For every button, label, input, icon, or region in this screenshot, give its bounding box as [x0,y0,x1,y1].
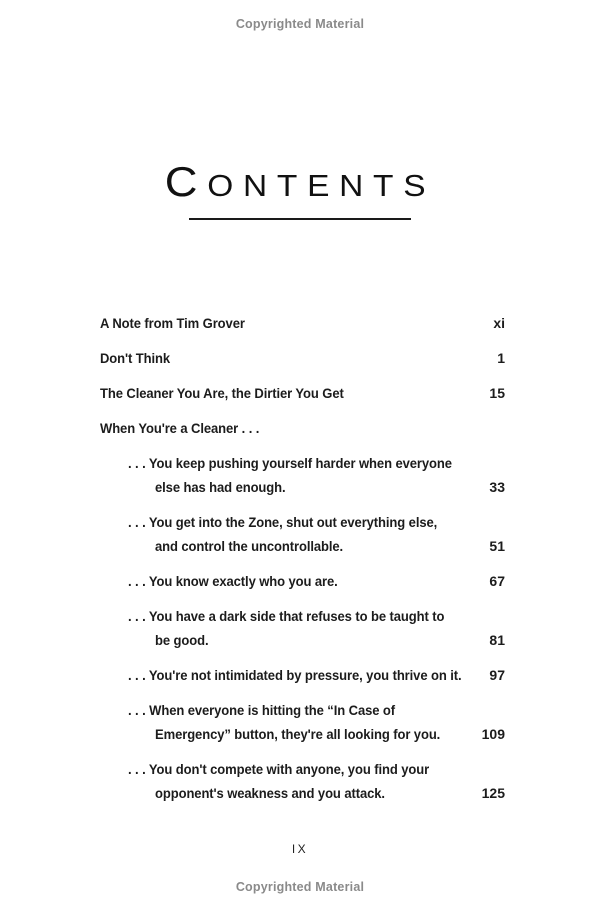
toc-entry-title [100,663,505,687]
toc-entry-line: . . . You're not intimidated by pressure, you thrive on it. [128,667,462,683]
toc-entry-line: . . . You keep pushing yourself harder when everyone [128,455,452,471]
toc-entry-title [100,757,505,805]
toc-entry [100,510,505,558]
toc-entry-line: and control the uncontrollable. [155,538,344,554]
toc-entry-line: . . . You know exactly who you are. [128,573,338,589]
toc-entry [100,451,505,499]
toc-entry-line: . . . You don't compete with anyone, you find your [128,761,430,777]
toc-entry-title [100,416,505,440]
toc-entry [100,604,505,652]
toc-entry [100,569,505,593]
toc-entry-title [100,698,505,746]
toc-entry-page-number: xi [493,315,505,331]
toc-entry-line: When You're a Cleaner . . . [100,420,260,436]
toc-entry-page-number: 15 [489,385,505,401]
toc-entry-page-number: 51 [489,538,505,554]
toc-entry-page-number: 33 [489,479,505,495]
toc-entry-title [100,451,505,499]
toc-entry-line: A Note from Tim Grover [100,315,245,331]
toc-entry-line: else has had enough. [155,479,286,495]
toc-entry-title [100,346,505,370]
toc-entry-page-number: 81 [489,632,505,648]
toc-entry-page-number: 1 [497,350,505,366]
toc-entry [100,416,505,440]
page-title: CONTENTS [164,158,436,205]
toc-entry-line: The Cleaner You Are, the Dirtier You Get [100,385,344,401]
toc-entry-line: . . . You have a dark side that refuses to be taught to [128,608,445,624]
toc-entry-title [100,381,505,405]
toc-entry-title [100,510,505,558]
toc-entry [100,311,505,335]
toc-entry-title [100,604,505,652]
copyright-notice-bottom: Copyrighted Material [235,880,365,894]
toc-entry [100,381,505,405]
toc-entry-page-number: 97 [489,667,505,683]
toc-entry [100,346,505,370]
page-number: IX [291,842,309,856]
toc-entry [100,757,505,805]
toc-entry [100,663,505,687]
toc-entry-line: be good. [155,632,209,648]
toc-entry-page-number: 109 [481,726,505,742]
toc-entry-line: . . . When everyone is hitting the “In Case of [128,702,396,718]
title-divider [189,218,411,220]
toc-entry-title [100,311,505,335]
toc-entry-line: . . . You get into the Zone, shut out everything else, [128,514,438,530]
toc-entry-page-number: 67 [489,573,505,589]
toc-entry-line: Emergency” button, they're all looking for you. [155,726,441,742]
toc-entry-page-number: 125 [481,785,505,801]
toc-list [100,311,505,816]
toc-entry-title [100,569,505,593]
toc-entry-line: opponent's weakness and you attack. [155,785,385,801]
toc-entry [100,698,505,746]
toc-entry-line: Don't Think [100,350,171,366]
copyright-notice-top: Copyrighted Material [235,17,365,31]
